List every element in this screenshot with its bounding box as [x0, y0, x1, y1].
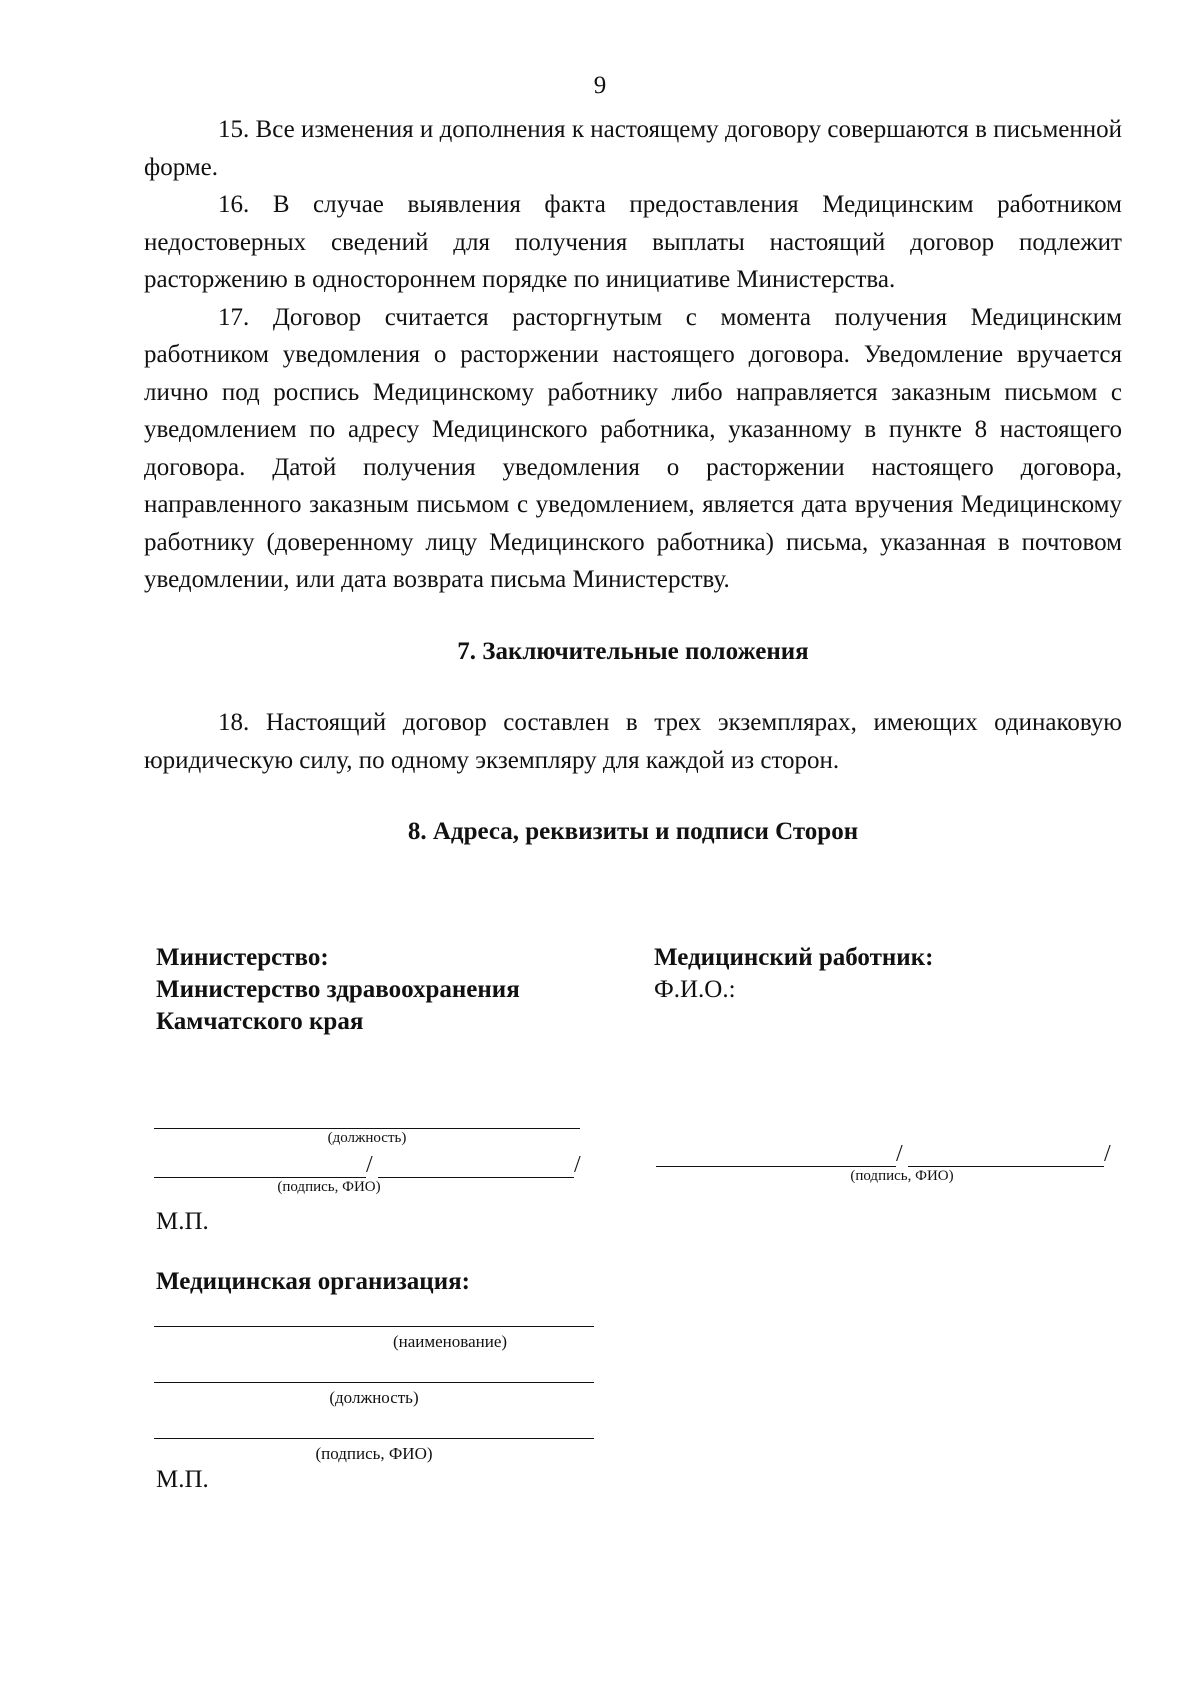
worker-signature-slash-2: / — [1104, 1141, 1111, 1167]
ministry-name-line2: Камчатского края — [156, 1008, 364, 1035]
ministry-label: Министерство: — [156, 944, 329, 971]
organization-signature-line — [154, 1438, 594, 1439]
worker-signature-caption: (подпись, ФИО) — [850, 1168, 954, 1184]
ministry-stamp-label: М.П. — [156, 1208, 209, 1235]
ministry-signature-slash-2: / — [574, 1152, 581, 1178]
ministry-signature-line — [154, 1177, 366, 1178]
clause-18: 18. Настоящий договор составлен в трех экземплярах, имеющих одинаковую юридическую силу, по одному экземпляру для каждой из сторон. — [144, 709, 1122, 774]
organization-block — [156, 1266, 470, 1298]
ministry-signature-slash-1: / — [366, 1152, 373, 1178]
contract-body — [144, 111, 1122, 851]
ministry-position-caption: (должность) — [327, 1130, 407, 1146]
organization-label: Медицинская организация: — [156, 1268, 470, 1295]
worker-name-line — [908, 1166, 1104, 1167]
organization-position-caption: (должность) — [329, 1388, 419, 1407]
organization-position-line — [154, 1382, 594, 1383]
clause-15: 15. Все изменения и дополнения к настоящему договору совершаются в письменной форме. — [144, 116, 1122, 181]
organization-name-caption: (наименование) — [392, 1332, 508, 1351]
page-number: 9 — [593, 72, 607, 99]
organization-name-line — [154, 1326, 594, 1327]
ministry-block — [156, 942, 520, 1038]
worker-label: Медицинский работник: — [654, 944, 934, 971]
ministry-name-line — [378, 1177, 574, 1178]
section-8-heading: 8. Адреса, реквизиты и подписи Сторон — [407, 818, 859, 845]
section-7-heading: 7. Заключительные положения — [457, 637, 809, 665]
clause-16: 16. В случае выявления факта предоставления Медицинским работником недостоверных сведений для получения выплаты настоящий договор подлежит расторжению в одностороннем порядке по инициативе Министерства. — [144, 191, 1122, 293]
worker-block — [654, 942, 933, 1006]
worker-signature-slash-1: / — [896, 1141, 903, 1167]
worker-fio-label: Ф.И.О.: — [654, 976, 736, 1003]
clause-17: 17. Договор считается расторгнутым с момента получения Медицинским работником уведомления о расторжении настоящего договора. Уведомление вручается лично под роспись Медицинскому работнику либо направляется заказным письмом с уведомлением по адресу Медицинского работника, указанному в пункте 8 настоящего договора. Датой получения уведомления о расторжении настоящего договора, направленного заказным письмом с уведомлением, является дата вручения Медицинскому работнику (доверенному лицу Медицинского работника) письма, указанная в почтовом уведомлении, или дата возврата письма Министерству. — [144, 303, 1122, 593]
organization-stamp-label: М.П. — [156, 1466, 209, 1493]
ministry-position-line — [154, 1128, 580, 1129]
ministry-signature-caption: (подпись, ФИО) — [277, 1179, 381, 1195]
worker-signature-line — [656, 1166, 896, 1167]
organization-signature-caption: (подпись, ФИО) — [315, 1444, 433, 1463]
ministry-name-line1: Министерство здравоохранения — [156, 976, 520, 1003]
